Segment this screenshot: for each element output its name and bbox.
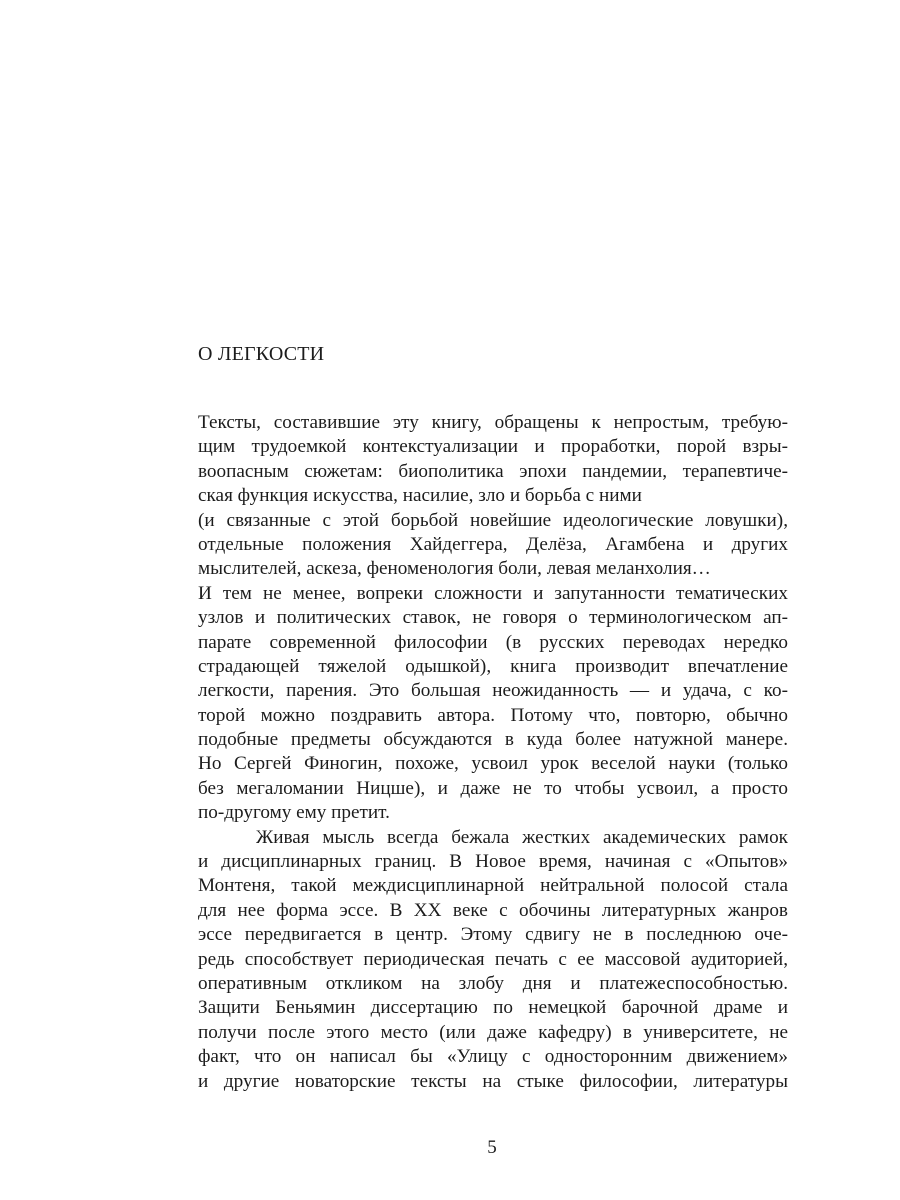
text-line: по-другому ему претит. xyxy=(198,802,390,824)
text-line: ская функция искусства, насилие, зло и борьба с ними xyxy=(198,485,642,507)
text-line: Но Сергей Финогин, похоже, усвоил урок веселой науки (только xyxy=(198,753,788,775)
text-line: для нее форма эссе. В XX веке с обочины литературных жанров xyxy=(198,899,788,921)
text-line: получи после этого место (или даже кафедру) в университете, не xyxy=(198,1021,788,1043)
text-line: отдельные положения Хайдеггера, Делёза, Агамбена и других xyxy=(198,533,788,555)
text-line: без мегаломании Ницше), и даже не то чтобы усвоил, а просто xyxy=(198,777,788,799)
body-text xyxy=(198,411,788,1094)
page-number: 5 xyxy=(487,1137,497,1158)
text-line: и дисциплинарных границ. В Новое время, начиная с «Опытов» xyxy=(198,851,788,873)
text-line: щим трудоемкой контекстуализации и проработки, порой взры- xyxy=(198,436,788,458)
text-line: факт, что он написал бы «Улицу с односторонним движением» xyxy=(198,1046,788,1068)
text-line: Живая мысль всегда бежала жестких академических рамок xyxy=(256,826,788,848)
text-line: Монтеня, такой междисциплинарной нейтральной полосой стала xyxy=(198,875,788,897)
text-line: (и связанные с этой борьбой новейшие идеологические ловушки), xyxy=(198,509,788,531)
text-line: редь способствует периодическая печать с ее массовой аудиторией, xyxy=(198,948,788,970)
text-line: Защити Беньямин диссертацию по немецкой барочной драме и xyxy=(198,997,788,1019)
text-line: и другие новаторские тексты на стыке философии, литературы xyxy=(198,1070,788,1092)
text-line: парате современной философии (в русских переводах нередко xyxy=(198,631,788,653)
text-line: легкости, парения. Это большая неожиданность — и удача, с ко- xyxy=(198,680,788,702)
text-line: страдающей тяжелой одышкой), книга производит впечатление xyxy=(198,655,788,677)
text-line: подобные предметы обсуждаются в куда более натужной манере. xyxy=(198,729,788,751)
text-line: эссе передвигается в центр. Этому сдвигу не в последнюю оче- xyxy=(198,924,788,946)
text-line: И тем не менее, вопреки сложности и запутанности тематических xyxy=(198,582,788,604)
text-line: оперативным откликом на злобу дня и платежеспособностью. xyxy=(198,972,788,994)
text-line: мыслителей, аскеза, феноменология боли, левая меланхолия… xyxy=(198,558,711,580)
text-line: узлов и политических ставок, не говоря о терминологическом ап- xyxy=(198,607,788,629)
text-line: воопасным сюжетам: биополитика эпохи пандемии, терапевтиче- xyxy=(198,460,788,482)
chapter-title: О ЛЕГКОСТИ xyxy=(198,343,325,365)
text-line: торой можно поздравить автора. Потому что, повторю, обычно xyxy=(198,704,788,726)
text-line: Тексты, составившие эту книгу, обращены к непростым, требую- xyxy=(198,412,788,433)
